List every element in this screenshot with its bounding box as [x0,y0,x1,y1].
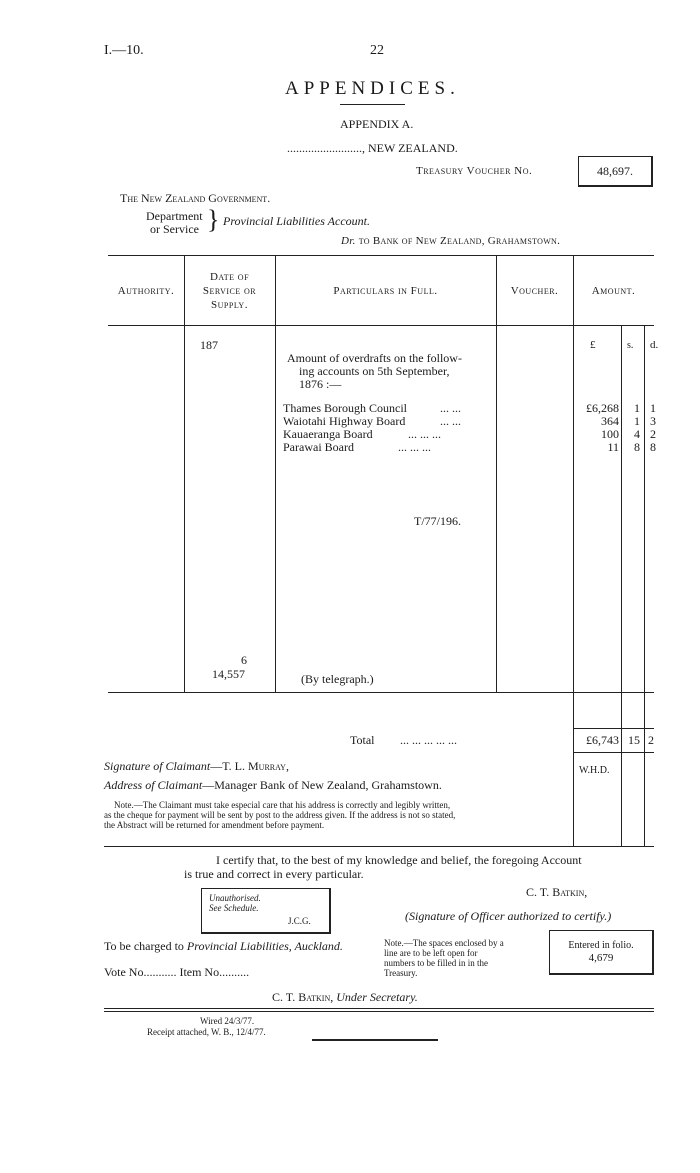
total-bottom-rule [573,752,654,753]
under-secretary: C. T. Batkin, Under Secretary. [272,990,418,1004]
row-shillings: 8 [634,440,640,454]
description-line-2: ing accounts on 5th September, [299,364,450,378]
row-name: Parawai Board [283,440,354,454]
row-dots: ... ... [440,414,461,428]
row-dots: ... ... [440,401,461,415]
initials-jcg: J.C.G. [288,916,311,926]
total-shillings: 15 [628,733,640,747]
certify-line-2: is true and correct in every particular. [184,867,364,881]
certify-line-1: I certify that, to the best of my knowledge and belief, the foregoing Account [216,853,582,867]
footer-rule-2 [104,1011,654,1012]
row-pounds: £6,268 [586,401,619,415]
col-rule-3 [496,256,497,692]
date-bottom-2: 14,557 [212,667,245,681]
row-pence: 1 [650,401,656,415]
total-label: Total [350,733,375,747]
claimant-address: Address of Claimant—Manager Bank of New Zealand, Grahamstown. [104,778,442,792]
service-label: or Service [150,222,199,236]
pounds-symbol: £ [590,339,596,351]
unauthorised-box [201,888,331,934]
col-rule-6 [644,326,645,846]
department-value: Provincial Liabilities Account. [223,214,370,228]
creditor-line: Dr. to Bank of New Zealand, Grahamstown. [341,235,561,247]
see-schedule-label: See Schedule. [209,903,259,913]
government-line: The New Zealand Government. [120,191,271,205]
row-dots: ... ... ... [398,440,431,454]
brace-icon: } [207,205,220,234]
reference-number: T/77/196. [414,514,461,528]
pence-symbol: d. [650,339,659,351]
date-bottom-1: 6 [241,653,247,667]
page-title: APPENDICES. [285,78,460,99]
series-number: I.—10. [104,43,144,58]
total-dots: ... ... ... ... ... [400,733,457,747]
vote-item-line: Vote No........... Item No.......... [104,965,250,979]
header-particulars: Particulars in Full. [333,285,438,297]
claimant-note-1: Note.—The Claimant must take especial care that his address is correctly and legibly written, [114,800,451,810]
claimant-note-3: the Abstract will be returned for amendment before payment. [104,820,325,830]
voucher-number-box [578,156,653,187]
receipt-attached: Receipt attached, W. B., 12/4/77. [147,1027,266,1037]
description-line-3: 1876 :— [299,377,342,391]
section-rule [104,846,654,847]
row-shillings: 1 [634,414,640,428]
telegraph-note: (By telegraph.) [301,672,374,686]
folio-label: Entered in folio. [568,940,634,951]
col-rule-1 [184,256,185,692]
row-pounds: 100 [601,427,619,441]
wired-date: Wired 24/3/77. [200,1016,255,1026]
row-pounds: 364 [601,414,619,428]
initials: W.H.D. [579,765,610,776]
row-name: Kauaeranga Board [283,427,373,441]
claimant-signature: Signature of Claimant—T. L. Murray, [104,759,289,773]
folio-number: 4,679 [588,952,614,964]
col-rule-2 [275,256,276,692]
voucher-label: Treasury Voucher No. [416,165,533,177]
certifying-officer-role: (Signature of Officer authorized to certify.) [405,909,612,923]
title-rule [340,104,405,105]
footer-rule-1 [104,1008,654,1009]
total-pence: 2 [648,733,654,747]
row-pence: 8 [650,440,656,454]
year-prefix: 187 [200,338,218,352]
folio-box [549,930,654,975]
row-shillings: 1 [634,401,640,415]
unauthorised-label: Unauthorised. [209,893,261,903]
charged-to: To be charged to Provincial Liabilities, Auckland. [104,939,343,953]
header-date-1: Date of [209,271,250,283]
row-pence: 2 [650,427,656,441]
row-pence: 3 [650,414,656,428]
row-shillings: 4 [634,427,640,441]
row-name: Waiotahi Highway Board [283,414,406,428]
shillings-symbol: s. [627,340,634,351]
col-rule-4 [573,256,574,846]
header-voucher: Voucher. [510,285,559,297]
place-line: ........................., NEW ZEALAND. [287,141,458,155]
voucher-number: 48,697. [597,164,633,178]
row-pounds: 11 [607,440,619,454]
department-label: Department [146,209,203,223]
row-dots: ... ... ... [408,427,441,441]
header-date-2: Service or [202,285,257,297]
footer-end-rule [312,1039,438,1041]
treasury-note: Note.—The spaces enclosed by a line are to be left open for numbers to be filled in in the Treasury. [384,938,504,978]
description-line-1: Amount of overdrafts on the follow- [287,351,462,365]
certifying-officer: C. T. Batkin, [526,885,588,899]
total-top-rule [573,728,654,729]
header-amount: Amount. [591,285,636,297]
header-authority: Authority. [117,285,175,297]
total-pounds: £6,743 [586,733,619,747]
page-number: 22 [370,43,384,58]
header-date-3: Supply. [211,299,248,311]
claimant-note-2: as the cheque for payment will be sent by post to the address given. If the address is not so stated, [104,810,456,820]
appendix-title: APPENDIX A. [340,117,414,131]
row-name: Thames Borough Council [283,401,407,415]
